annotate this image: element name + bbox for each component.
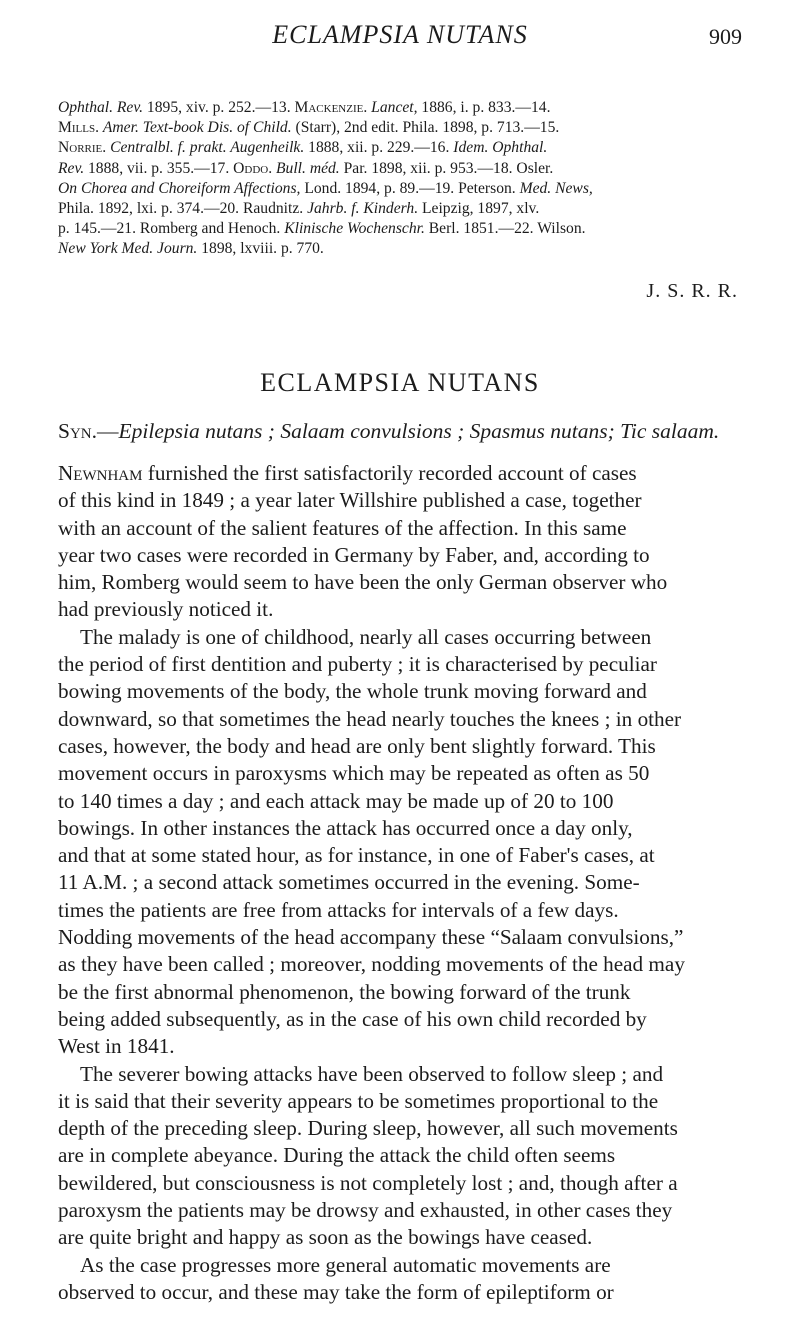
- body-line: are in complete abeyance. During the attack the child often seems: [58, 1143, 616, 1168]
- page-number: 909: [709, 24, 742, 49]
- body-line: be the first abnormal phenomenon, the bowing forward of the trunk: [58, 979, 631, 1004]
- reference-line: New York Med. Journ. 1898, lxviii. p. 770.: [58, 240, 324, 258]
- running-head: [0, 20, 800, 60]
- reference-line: Phila. 1892, lxi. p. 374.—20. Raudnitz. Jahrb. f. Kinderh. Leipzig, 1897, xlv.: [58, 200, 540, 218]
- author-initials: J. S. R. R.: [646, 280, 738, 302]
- body-line: bewildered, but consciousness is not completely lost ; and, though after a: [58, 1170, 678, 1195]
- body-line: cases, however, the body and head are only bent slightly forward. This: [58, 733, 656, 758]
- body-line: Newnham furnished the first satisfactorily recorded account of cases: [58, 461, 637, 485]
- body-line: bowing movements of the body, the whole trunk moving forward and: [58, 679, 647, 704]
- reference-line: p. 145.—21. Romberg and Henoch. Klinische Wochenschr. Berl. 1851.—22. Wilson.: [58, 220, 586, 238]
- reference-line: Ophthal. Rev. 1895, xiv. p. 252.—13. Mackenzie. Lancet, 1886, i. p. 833.—14.: [58, 99, 551, 116]
- body-line: to 140 times a day ; and each attack may be made up of 20 to 100: [58, 788, 614, 813]
- body-line: The malady is one of childhood, nearly all cases occurring between: [80, 624, 652, 649]
- body-line: are quite bright and happy as soon as the bowings have ceased.: [58, 1225, 593, 1250]
- body-line: Nodding movements of the head accompany these “Salaam convulsions,”: [58, 925, 684, 950]
- body-line: paroxysm the patients may be drowsy and exhausted, in other cases they: [58, 1198, 673, 1223]
- body-line: movement occurs in paroxysms which may be repeated as often as 50: [58, 761, 650, 786]
- body-line: the period of first dentition and puberty ; it is characterised by peculiar: [58, 652, 657, 677]
- body-line: The severer bowing attacks have been observed to follow sleep ; and: [80, 1061, 664, 1086]
- body-line: times the patients are free from attacks for intervals of a few days.: [58, 897, 619, 922]
- body-line: West in 1841.: [58, 1034, 175, 1059]
- synonyms-list: Epilepsia nutans ; Salaam convulsions ; Spasmus nutans; Tic salaam.: [118, 419, 720, 443]
- body-line: and that at some stated hour, as for instance, in one of Faber's cases, at: [58, 843, 655, 868]
- reference-line: Norrie. Centralbl. f. prakt. Augenheilk. 1888, xii. p. 229.—16. Idem. Ophthal.: [58, 139, 548, 157]
- body-line: As the case progresses more general automatic movements are: [80, 1252, 611, 1277]
- body-line: being added subsequently, as in the case of his own child recorded by: [58, 1006, 647, 1031]
- body-line: downward, so that sometimes the head nearly touches the knees ; in other: [58, 706, 682, 731]
- body-line: it is said that their severity appears to be sometimes proportional to the: [58, 1088, 659, 1113]
- synonyms-line: [58, 419, 760, 444]
- article-body: [58, 460, 760, 1306]
- body-line: had previously noticed it.: [58, 597, 274, 622]
- body-line: with an account of the salient features of the affection. In this same: [58, 515, 627, 540]
- synonyms-label: Syn.—: [58, 419, 119, 443]
- reference-line: On Chorea and Choreiform Affections, Lond. 1894, p. 89.—19. Peterson. Med. News,: [58, 179, 593, 197]
- bibliography-continuation: [58, 98, 760, 260]
- article-title: ECLAMPSIA NUTANS: [260, 368, 540, 397]
- body-line: 11 A.M. ; a second attack sometimes occurred in the evening. Some-: [58, 870, 640, 895]
- reference-line: Rev. 1888, vii. p. 355.—17. Oddo. Bull. méd. Par. 1898, xii. p. 953.—18. Osler.: [58, 159, 554, 177]
- lead-word: Newnham: [58, 461, 143, 485]
- body-line: year two cases were recorded in Germany by Faber, and, according to: [58, 542, 650, 567]
- body-line: depth of the preceding sleep. During sleep, however, all such movements: [58, 1116, 678, 1141]
- reference-line: Mills. Amer. Text-book Dis. of Child. (Starr), 2nd edit. Phila. 1898, p. 713.—15.: [58, 119, 560, 137]
- body-line: as they have been called ; moreover, nodding movements of the head may: [58, 952, 685, 977]
- body-line: observed to occur, and these may take the form of epileptiform or: [58, 1279, 614, 1304]
- body-line: bowings. In other instances the attack has occurred once a day only,: [58, 815, 633, 840]
- body-line: of this kind in 1849 ; a year later Willshire published a case, together: [58, 488, 642, 513]
- body-line: him, Romberg would seem to have been the only German observer who: [58, 570, 668, 595]
- running-title: ECLAMPSIA NUTANS: [272, 20, 528, 49]
